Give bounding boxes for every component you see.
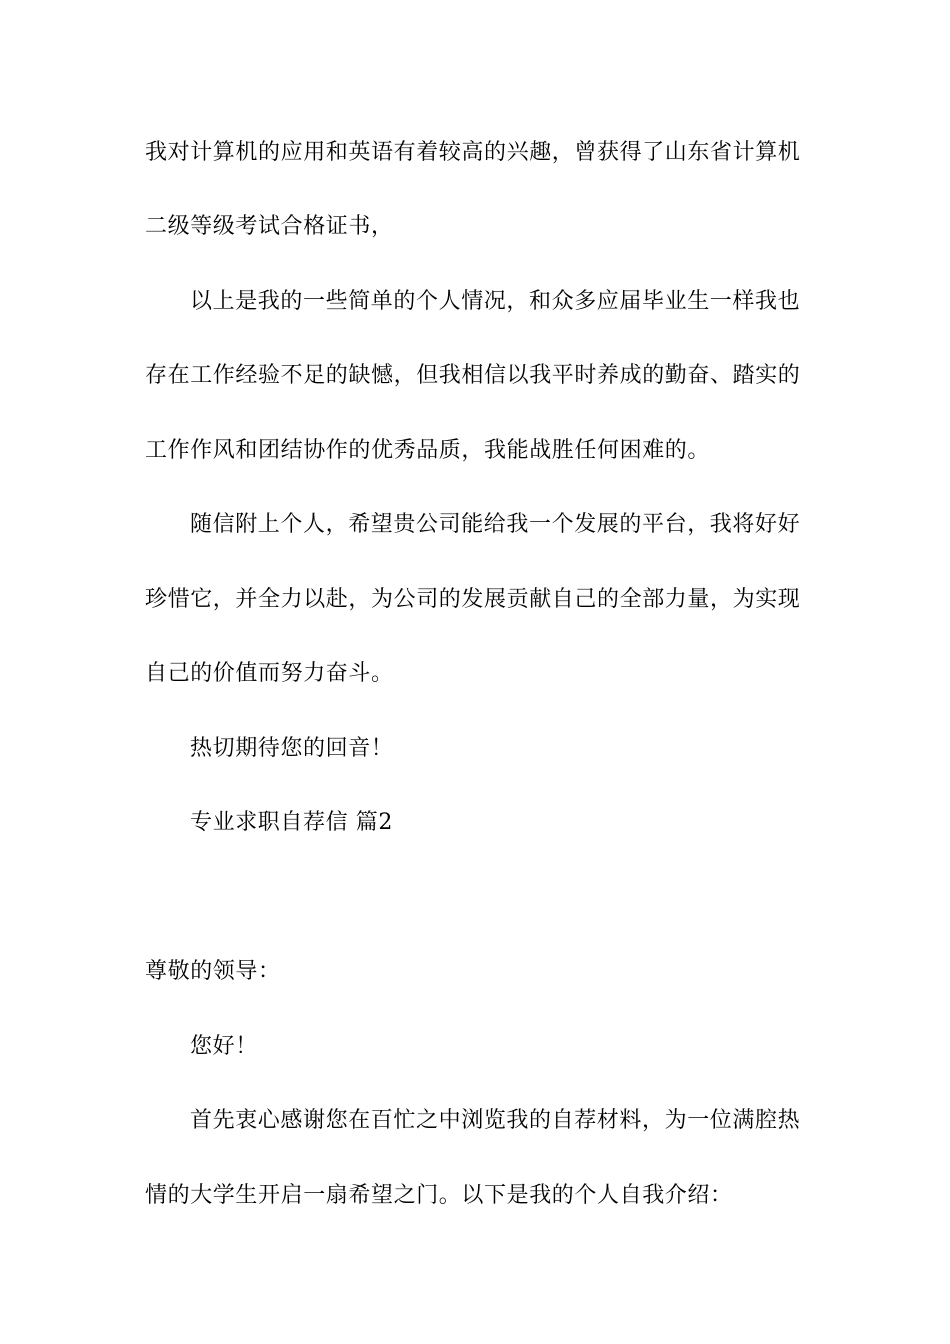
paragraph-line: 二级等级考试合格证书， (145, 214, 394, 239)
salutation: 尊敬的领导： (145, 959, 281, 984)
paragraph-line: 首先衷心感谢您在百忙之中浏览我的自荐材料，为一位满腔热 (190, 1108, 801, 1133)
paragraph-line: 我对计算机的应用和英语有着较高的兴趣，曾获得了山东省计算机 (145, 140, 801, 165)
paragraph-line: 工作作风和团结协作的优秀品质，我能战胜任何困难的。 (145, 438, 711, 463)
paragraph-line: 以上是我的一些简单的个人情况，和众多应届毕业生一样我也 (190, 289, 801, 314)
paragraph-line: 珍惜它，并全力以赴，为公司的发展贡献自己的全部力量，为实现 (145, 587, 801, 612)
paragraph-line: 随信附上个人，希望贵公司能给我一个发展的平台，我将好好 (190, 512, 801, 537)
paragraph-line: 自己的价值而努力奋斗。 (145, 661, 394, 686)
greeting: 您好！ (190, 1034, 258, 1059)
paragraph-line: 情的大学生开启一扇希望之门。以下是我的个人自我介绍： (145, 1183, 733, 1208)
section-heading: 专业求职自荐信 篇2 (190, 810, 393, 835)
paragraph-line: 存在工作经验不足的缺憾，但我相信以我平时养成的勤奋、踏实的 (145, 363, 801, 388)
paragraph-line: 热切期待您的回音！ (190, 736, 394, 761)
